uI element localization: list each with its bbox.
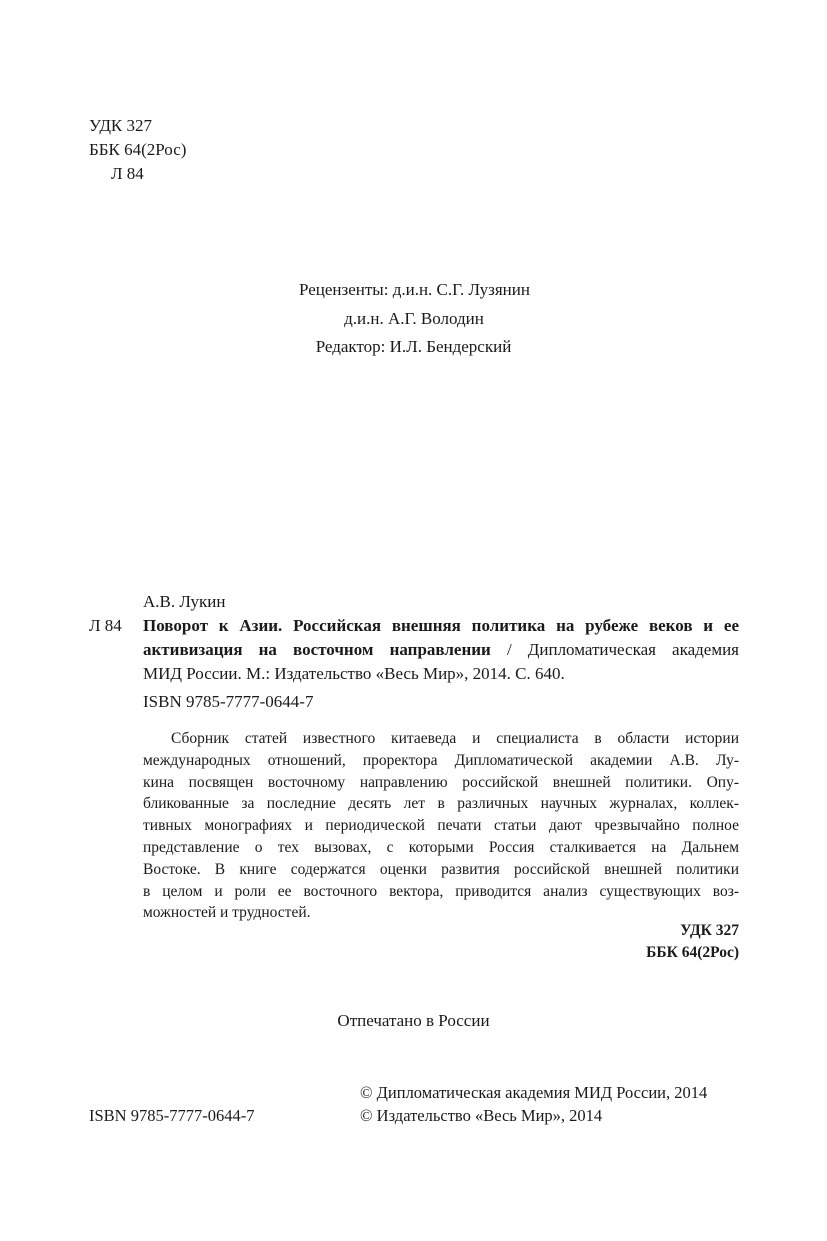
reviewer-line-2: д.и.н. А.Г. Володин: [344, 308, 484, 328]
annotation-line: бликованные за последние десять лет в различных научных журналах, коллек-: [143, 795, 739, 813]
classification-udk: УДК 327: [680, 922, 739, 939]
annotation-paragraph: [143, 728, 739, 924]
annotation-line: Сборник статей известного китаеведа и специалиста в области истории: [171, 730, 739, 747]
title-bold-1: Поворот к Азии. Российская внешняя политика на рубеже веков и ее: [143, 616, 739, 635]
copyright-publisher: © Издательство «Весь Мир», 2014: [360, 1106, 603, 1125]
title-bold-2: активизация на восточном направлении: [143, 640, 491, 659]
classification-block: [539, 920, 739, 964]
classification-bbk: ББК 64(2Рос): [646, 943, 739, 961]
footer-isbn: ISBN 9785-7777-0644-7: [89, 1106, 255, 1125]
bbk-code: ББК 64(2Рос): [89, 140, 187, 159]
catalog-code: Л 84: [89, 616, 122, 635]
annotation-line: кина посвящен восточному направлению российской внешней политики. Опу-: [143, 773, 739, 791]
udk-code: УДК 327: [89, 116, 153, 135]
catalog-author: А.В. Лукин: [143, 592, 226, 611]
catalog-isbn: ISBN 9785-7777-0644-7: [143, 692, 314, 711]
editor-line: Редактор: И.Л. Бендерский: [315, 337, 512, 356]
annotation-line: Востоке. В книге содержатся оценки развития российской внешней политики: [143, 860, 739, 878]
catalog-title-block: [143, 614, 739, 686]
copyright-block: [360, 1081, 707, 1127]
title-line-3: МИД России. М.: Издательство «Весь Мир», 2014. С. 640.: [143, 664, 565, 683]
author-mark: Л 84: [111, 164, 144, 183]
annotation-line: в целом и роли ее восточного вектора, приводится анализ существующих воз-: [143, 882, 739, 900]
reviewer-line-1: Рецензенты: д.и.н. С.Г. Лузянин: [299, 280, 530, 299]
printed-in-russia: Отпечатано в России: [337, 1011, 490, 1030]
annotation-line: тивных монографиях и периодической печати статьи дают чрезвычайно полное: [143, 817, 739, 835]
title-line-2: [143, 638, 739, 662]
udk-header-block: [89, 114, 186, 186]
title-line-1: [143, 614, 739, 638]
annotation-line: можностей и трудностей.: [143, 904, 311, 922]
annotation-line: представление о тех вызовах, с которыми Россия сталкивается на Дальнем: [143, 838, 739, 856]
title-rest-2: / Дипломатическая академия: [490, 640, 740, 659]
copyright-academy: © Дипломатическая академия МИД России, 2014: [360, 1083, 708, 1102]
reviewers-block: [0, 276, 827, 362]
annotation-line: международных отношений, проректора Дипломатической академии А.В. Лу-: [143, 751, 739, 769]
